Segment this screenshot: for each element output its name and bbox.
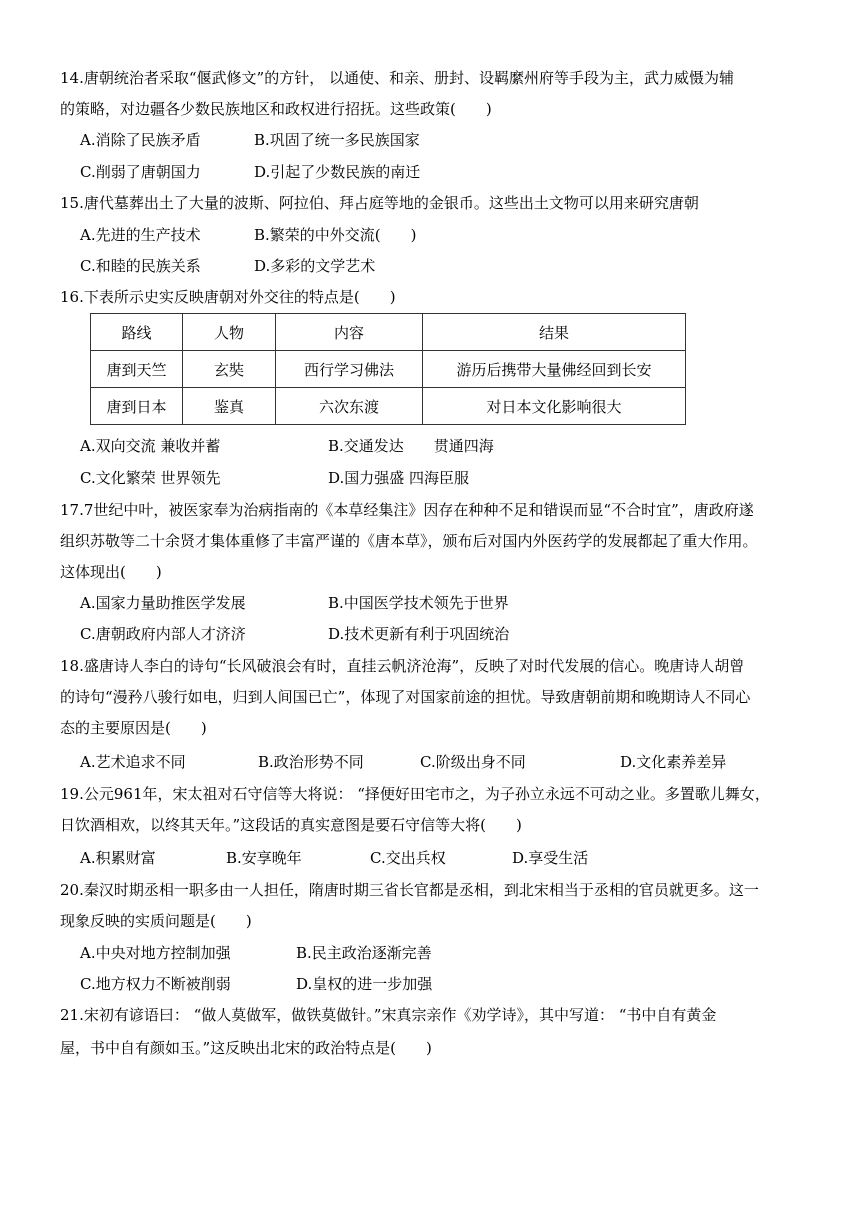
- question-17-option-c[interactable]: C.唐朝政府内部人才济济: [80, 625, 246, 643]
- question-17-option-a[interactable]: A.国家力量助推医学发展: [80, 594, 246, 612]
- question-15-stem-line-1: 15.唐代墓葬出土了大量的波斯、阿拉伯、拜占庭等地的金银币。这些出土文物可以用来研究唐朝: [60, 194, 699, 212]
- question-16-option-a[interactable]: A.双向交流 兼收并蓄: [80, 437, 221, 455]
- question-20-stem-line-1: 20.秦汉时期丞相一职多由一人担任，隋唐时期三省长官都是丞相，到北宋相当于丞相的官员就更多。这一: [60, 881, 759, 899]
- question-20-stem-line-2: 现象反映的实质问题是( ): [60, 912, 252, 930]
- question-20-option-a[interactable]: A.中央对地方控制加强: [80, 944, 231, 962]
- question-19-stem-line-2: 日饮酒相欢，以终其天年。”这段话的真实意图是要石守信等大将( ): [60, 816, 522, 834]
- question-19-option-c[interactable]: C.交出兵权: [370, 849, 446, 867]
- table-header-cell: 路线: [91, 314, 183, 351]
- question-18-stem-line-3: 态的主要原因是( ): [60, 719, 207, 737]
- question-20-option-d[interactable]: D.皇权的进一步加强: [296, 975, 433, 993]
- question-19-option-b[interactable]: B.安享晚年: [226, 849, 302, 867]
- table-row: [91, 351, 686, 388]
- question-18-option-c[interactable]: C.阶级出身不同: [420, 753, 526, 771]
- table-header-row: [91, 314, 686, 351]
- question-15-option-a[interactable]: A.先进的生产技术: [80, 226, 201, 244]
- question-15-option-d[interactable]: D.多彩的文学艺术: [254, 257, 376, 275]
- question-17-stem-line-3: 这体现出( ): [60, 563, 162, 581]
- table-cell: 对日本文化影响很大: [423, 388, 686, 425]
- question-17-option-d[interactable]: D.技术更新有利于巩固统治: [328, 625, 510, 643]
- history-table: [90, 313, 686, 425]
- question-16-option-b[interactable]: B.交通发达 贯通四海: [328, 437, 494, 455]
- table-cell: 鉴真: [183, 388, 276, 425]
- question-14-option-c[interactable]: C.削弱了唐朝国力: [80, 163, 201, 181]
- question-14-stem-line-1: 14.唐朝统治者采取“偃武修文”的方针， 以通使、和亲、册封、设羁縻州府等手段为主，武力威慑为辅: [60, 69, 734, 87]
- question-15-option-b[interactable]: B.繁荣的中外交流( ): [254, 226, 417, 244]
- question-14-option-b[interactable]: B.巩固了统一多民族国家: [254, 131, 420, 149]
- table-cell: 西行学习佛法: [276, 351, 423, 388]
- question-16-stem-line-1: 16.下表所示史实反映唐朝对外交往的特点是( ): [60, 288, 396, 306]
- question-14-option-d[interactable]: D.引起了少数民族的南迁: [254, 163, 421, 181]
- question-17-stem-line-1: 17.7世纪中叶，被医家奉为治病指南的《本草经集注》因存在种种不足和错误而显“不合时宜”，唐政府遂: [60, 501, 754, 519]
- question-19-option-d[interactable]: D.享受生活: [512, 849, 589, 867]
- question-19-option-a[interactable]: A.积累财富: [80, 849, 156, 867]
- question-18-stem-line-2: 的诗句“漫矜八骏行如电，归到人间国已亡”，体现了对国家前途的担忧。导致唐朝前期和晚期诗人不同心: [60, 688, 751, 706]
- question-21-stem-line-1: 21.宋初有谚语曰： “做人莫做军，做铁莫做针。”宋真宗亲作《劝学诗》，其中写道： “书中自有黄金: [60, 1006, 717, 1024]
- table-header-cell: 内容: [276, 314, 423, 351]
- table-header-cell: 结果: [423, 314, 686, 351]
- table-row: [91, 388, 686, 425]
- question-18-option-b[interactable]: B.政治形势不同: [258, 753, 364, 771]
- question-14-stem-line-2: 的策略，对边疆各少数民族地区和政权进行招抚。这些政策( ): [60, 100, 492, 118]
- question-20-option-b[interactable]: B.民主政治逐渐完善: [296, 944, 432, 962]
- question-18-stem-line-1: 18.盛唐诗人李白的诗句“长风破浪会有时，直挂云帆济沧海”，反映了对时代发展的信心。晚唐诗人胡曾: [60, 657, 745, 675]
- question-14-option-a[interactable]: A.消除了民族矛盾: [80, 131, 201, 149]
- table-header-cell: 人物: [183, 314, 276, 351]
- question-20-option-c[interactable]: C.地方权力不断被削弱: [80, 975, 231, 993]
- question-17-option-b[interactable]: B.中国医学技术领先于世界: [328, 594, 509, 612]
- question-18-option-a[interactable]: A.艺术追求不同: [80, 753, 186, 771]
- question-17-stem-line-2: 组织苏敬等二十余贤才集体重修了丰富严谨的《唐本草》，颁布后对国内外医药学的发展都起了重大作用。: [60, 532, 758, 550]
- table-cell: 唐到日本: [91, 388, 183, 425]
- question-21-stem-line-2: 屋，书中自有颜如玉。”这反映出北宋的政治特点是( ): [60, 1039, 432, 1057]
- table-cell: 六次东渡: [276, 388, 423, 425]
- question-16-option-c[interactable]: C.文化繁荣 世界领先: [80, 469, 221, 487]
- question-19-stem-line-1: 19.公元961年，宋太祖对石守信等大将说： “择便好田宅市之，为子孙立永远不可动之业。多置歌儿舞女，: [60, 785, 770, 803]
- question-16-option-d[interactable]: D.国力强盛 四海臣服: [328, 469, 470, 487]
- question-18-option-d[interactable]: D.文化素养差异: [620, 753, 727, 771]
- table-cell: 玄奘: [183, 351, 276, 388]
- table-cell: 唐到天竺: [91, 351, 183, 388]
- table-cell: 游历后携带大量佛经回到长安: [423, 351, 686, 388]
- question-15-option-c[interactable]: C.和睦的民族关系: [80, 257, 201, 275]
